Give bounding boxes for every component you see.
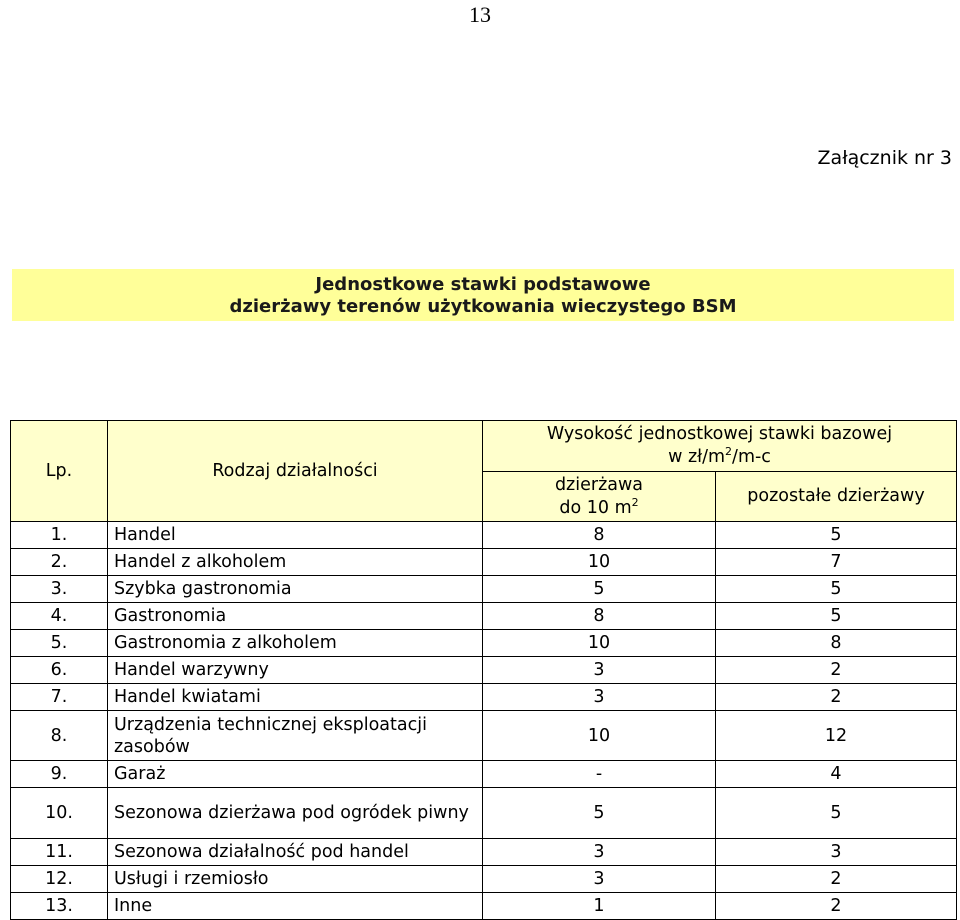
table-row — [11, 603, 957, 630]
row-rate-other: 5 — [716, 788, 957, 839]
row-rate-small: 10 — [483, 630, 716, 657]
header-unit-pre: w zł/m — [668, 447, 726, 467]
row-activity: Inne — [108, 893, 483, 920]
header-rate-group — [483, 421, 957, 472]
header-activity-type: Rodzaj działalności — [108, 421, 483, 522]
row-lp: 13. — [11, 893, 108, 920]
table-row — [11, 522, 957, 549]
header-lp: Lp. — [11, 421, 108, 522]
row-rate-other: 8 — [716, 630, 957, 657]
row-lp: 1. — [11, 522, 108, 549]
row-activity: Handel — [108, 522, 483, 549]
document-title — [12, 269, 954, 321]
rates-table — [10, 420, 957, 920]
table-row — [11, 866, 957, 893]
row-activity: Handel warzywny — [108, 657, 483, 684]
table-row — [11, 630, 957, 657]
header-lease-small-sup: 2 — [631, 495, 639, 509]
row-rate-other: 2 — [716, 866, 957, 893]
table-row — [11, 711, 957, 761]
row-rate-small: 3 — [483, 839, 716, 866]
row-rate-small: 8 — [483, 522, 716, 549]
table-row — [11, 788, 957, 839]
title-line-1: Jednostkowe stawki podstawowe — [315, 274, 651, 295]
row-activity: Gastronomia — [108, 603, 483, 630]
row-lp: 6. — [11, 657, 108, 684]
attachment-label: Załącznik nr 3 — [817, 147, 952, 169]
row-lp: 9. — [11, 761, 108, 788]
row-lp: 4. — [11, 603, 108, 630]
row-rate-other: 4 — [716, 761, 957, 788]
row-rate-small: 3 — [483, 657, 716, 684]
row-rate-other: 5 — [716, 576, 957, 603]
row-rate-small: 5 — [483, 788, 716, 839]
header-lease-small-line1: dzierżawa — [554, 474, 644, 495]
row-rate-small: 8 — [483, 603, 716, 630]
table-row — [11, 549, 957, 576]
row-activity: Szybka gastronomia — [108, 576, 483, 603]
row-lp: 11. — [11, 839, 108, 866]
table-row — [11, 839, 957, 866]
header-rate-group-line1: Wysokość jednostkowej stawki bazowej — [546, 424, 893, 444]
row-rate-small: - — [483, 761, 716, 788]
row-lp: 5. — [11, 630, 108, 657]
table-row — [11, 893, 957, 920]
row-rate-other: 5 — [716, 603, 957, 630]
row-rate-other: 7 — [716, 549, 957, 576]
row-lp: 3. — [11, 576, 108, 603]
row-lp: 7. — [11, 684, 108, 711]
row-lp: 12. — [11, 866, 108, 893]
table-row — [11, 657, 957, 684]
table-row — [11, 761, 957, 788]
header-lease-small-line2-text: do 10 m — [559, 497, 632, 518]
header-rate-group-unit — [483, 446, 956, 469]
row-rate-other: 2 — [716, 657, 957, 684]
row-lp: 8. — [11, 711, 108, 761]
header-unit-post: /m-c — [732, 447, 771, 467]
row-rate-small: 5 — [483, 576, 716, 603]
row-activity: Sezonowa dzierżawa pod ogródek piwny — [108, 788, 483, 839]
row-rate-other: 2 — [716, 684, 957, 711]
header-lease-small-line2 — [483, 497, 715, 520]
row-activity: Garaż — [108, 761, 483, 788]
header-lease-small — [483, 472, 716, 522]
table-row — [11, 576, 957, 603]
header-unit-sup: 2 — [725, 445, 733, 459]
row-activity: Gastronomia z alkoholem — [108, 630, 483, 657]
row-rate-small: 1 — [483, 893, 716, 920]
row-rate-small: 3 — [483, 866, 716, 893]
row-lp: 10. — [11, 788, 108, 839]
row-activity: Urządzenia technicznej eksploatacji zasobów — [108, 711, 483, 761]
row-rate-other: 3 — [716, 839, 957, 866]
table-body — [11, 522, 957, 920]
row-rate-small: 3 — [483, 684, 716, 711]
page-number: 13 — [469, 2, 491, 27]
title-line-2: dzierżawy terenów użytkowania wieczystego BSM — [229, 296, 737, 317]
row-rate-other: 5 — [716, 522, 957, 549]
row-activity: Sezonowa działalność pod handel — [108, 839, 483, 866]
row-rate-small: 10 — [483, 711, 716, 761]
header-other-leases: pozostałe dzierżawy — [716, 472, 957, 522]
row-rate-small: 10 — [483, 549, 716, 576]
row-activity: Handel kwiatami — [108, 684, 483, 711]
row-rate-other: 2 — [716, 893, 957, 920]
row-activity: Handel z alkoholem — [108, 549, 483, 576]
row-activity: Usługi i rzemiosło — [108, 866, 483, 893]
row-lp: 2. — [11, 549, 108, 576]
table-row — [11, 684, 957, 711]
row-rate-other: 12 — [716, 711, 957, 761]
